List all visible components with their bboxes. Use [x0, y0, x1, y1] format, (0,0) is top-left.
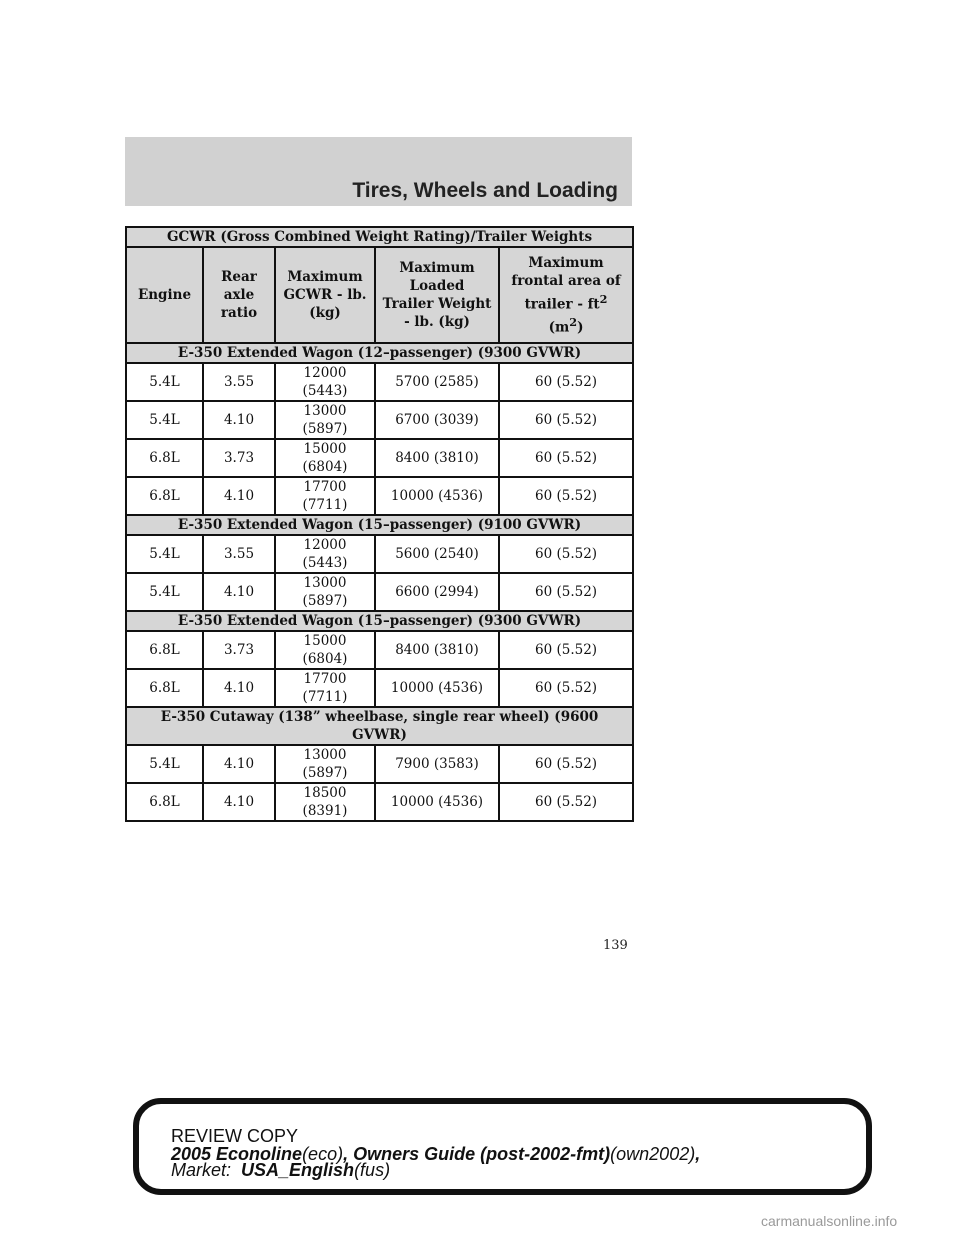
col-rear-axle-ratio: Rear axle ratio: [203, 247, 275, 343]
section-title: Tires, Wheels and Loading: [352, 179, 618, 202]
cell-engine: 6.8L: [126, 631, 203, 669]
cell-engine: 5.4L: [126, 401, 203, 439]
gcwr-table: [125, 226, 634, 822]
page-number: 139: [603, 938, 628, 953]
cell-trailer-weight: 5600 (2540): [375, 535, 499, 573]
group-header-row: [126, 515, 633, 535]
table-row: [126, 573, 633, 611]
table-caption: GCWR (Gross Combined Weight Rating)/Trailer Weights: [126, 227, 633, 247]
cell-axle: 3.55: [203, 363, 275, 401]
cell-frontal-area: 60 (5.52): [499, 477, 633, 515]
cell-trailer-weight: 5700 (2585): [375, 363, 499, 401]
cell-gcwr: 17700 (7711): [275, 669, 375, 707]
cell-trailer-weight: 10000 (4536): [375, 477, 499, 515]
table-row: [126, 783, 633, 821]
cell-axle: 3.73: [203, 631, 275, 669]
group-title: E-350 Extended Wagon (15–passenger) (9100 GVWR): [126, 515, 633, 535]
cell-axle: 4.10: [203, 401, 275, 439]
cell-engine: 5.4L: [126, 573, 203, 611]
cell-axle: 4.10: [203, 477, 275, 515]
table-caption-row: [126, 227, 633, 247]
group-title: E-350 Extended Wagon (12–passenger) (9300 GVWR): [126, 343, 633, 363]
cell-frontal-area: 60 (5.52): [499, 439, 633, 477]
cell-frontal-area: 60 (5.52): [499, 573, 633, 611]
cell-trailer-weight: 8400 (3810): [375, 439, 499, 477]
cell-gcwr: 15000 (6804): [275, 439, 375, 477]
watermark-text: carmanualsonline.info: [761, 1213, 898, 1229]
group-title: E-350 Extended Wagon (15–passenger) (9300 GVWR): [126, 611, 633, 631]
table-row: [126, 363, 633, 401]
cell-frontal-area: 60 (5.52): [499, 401, 633, 439]
cell-frontal-area: 60 (5.52): [499, 745, 633, 783]
cell-engine: 5.4L: [126, 535, 203, 573]
col-max-trailer-weight: Maximum Loaded Trailer Weight - lb. (kg): [375, 247, 499, 343]
cell-gcwr: 12000 (5443): [275, 363, 375, 401]
table-row: [126, 745, 633, 783]
document-id-line: 2005 Econoline(eco), Owners Guide (post-2002-fmt)(own2002),: [171, 1144, 701, 1164]
col-engine: Engine: [126, 247, 203, 343]
cell-frontal-area: 60 (5.52): [499, 535, 633, 573]
group-header-row: [126, 343, 633, 363]
col-max-frontal-area: Maximum frontal area of trailer - $ft^2$ $(m^2)$: [499, 247, 633, 343]
cell-gcwr: 17700 (7711): [275, 477, 375, 515]
cell-trailer-weight: 10000 (4536): [375, 669, 499, 707]
table-row: [126, 439, 633, 477]
review-copy-box: [133, 1098, 872, 1195]
cell-trailer-weight: 6600 (2994): [375, 573, 499, 611]
group-header-row: [126, 611, 633, 631]
group-header-row: [126, 707, 633, 745]
cell-axle: 4.10: [203, 745, 275, 783]
cell-gcwr: 13000 (5897): [275, 745, 375, 783]
cell-trailer-weight: 7900 (3583): [375, 745, 499, 783]
cell-engine: 6.8L: [126, 669, 203, 707]
table-row: [126, 477, 633, 515]
group-title: E-350 Cutaway (138” wheelbase, single rear wheel) (9600 GVWR): [126, 707, 633, 745]
cell-engine: 6.8L: [126, 477, 203, 515]
cell-axle: 4.10: [203, 573, 275, 611]
cell-frontal-area: 60 (5.52): [499, 783, 633, 821]
cell-gcwr: 13000 (5897): [275, 573, 375, 611]
table-row: [126, 631, 633, 669]
cell-axle: 3.55: [203, 535, 275, 573]
table-row: [126, 401, 633, 439]
cell-frontal-area: 60 (5.52): [499, 669, 633, 707]
cell-engine: 5.4L: [126, 745, 203, 783]
cell-trailer-weight: 8400 (3810): [375, 631, 499, 669]
cell-frontal-area: 60 (5.52): [499, 631, 633, 669]
cell-trailer-weight: 6700 (3039): [375, 401, 499, 439]
section-header-band: [125, 137, 632, 206]
cell-axle: 4.10: [203, 783, 275, 821]
cell-axle: 3.73: [203, 439, 275, 477]
cell-trailer-weight: 10000 (4536): [375, 783, 499, 821]
cell-engine: 6.8L: [126, 439, 203, 477]
table-row: [126, 669, 633, 707]
cell-engine: 6.8L: [126, 783, 203, 821]
cell-engine: 5.4L: [126, 363, 203, 401]
cell-gcwr: 13000 (5897): [275, 401, 375, 439]
cell-gcwr: 18500 (8391): [275, 783, 375, 821]
column-header-row: [126, 247, 633, 343]
cell-gcwr: 15000 (6804): [275, 631, 375, 669]
review-copy-label: REVIEW COPY: [171, 1126, 299, 1146]
market-line: Market: USA_English(fus): [171, 1160, 391, 1180]
col-max-gcwr: Maximum GCWR - lb. (kg): [275, 247, 375, 343]
table-row: [126, 535, 633, 573]
cell-gcwr: 12000 (5443): [275, 535, 375, 573]
cell-frontal-area: 60 (5.52): [499, 363, 633, 401]
cell-axle: 4.10: [203, 669, 275, 707]
